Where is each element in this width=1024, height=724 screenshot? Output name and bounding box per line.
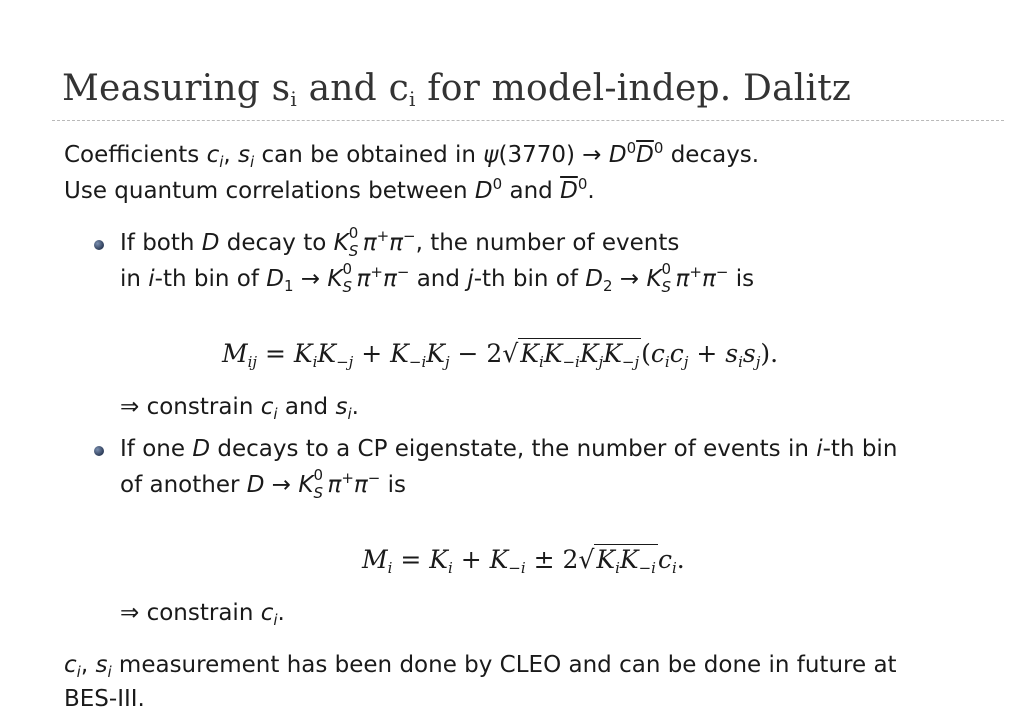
bullet-1-line-1: If both D decay to K 0 S π+π−, the number of events (120, 224, 680, 260)
intro-line-1: Coefficients $c_i$, $s_i$ can be obtained in $\psi(3770) \to D^0\overline{D}^0$ decays. (64, 139, 760, 171)
implies-line-2: ⇒ constrain $c_i$. (120, 600, 285, 629)
title-divider (52, 120, 1004, 121)
slide-title: Measuring $s_i$ and $c_i$ for model-indep. Dalitz (62, 68, 852, 111)
footer-line-1: $c_i$, $s_i$ measurement has been done by CLEO and can be done in future at (64, 652, 897, 681)
bullet-2-line-1: If one D decays to a CP eigenstate, the number of events in i-th bin (120, 436, 898, 462)
footer-line-2: BES-III. (64, 686, 145, 712)
equation-mij: $M_{ij} = K_iK_{-j} + K_{-i}K_j - 2√K_iK_{-i}K_jK_{-j}(c_ic_j + s_is_j)$. (222, 339, 779, 371)
bullet-dot-1 (94, 240, 104, 250)
equation-mi: $M_i = K_i + K_{-i} \pm 2√K_iK_{-i}c_i$. (362, 545, 685, 577)
implies-line-1: ⇒ constrain $c_i$ and $s_i$. (120, 394, 359, 423)
bullet-dot-2 (94, 446, 104, 456)
bullet-1-line-2: in i-th bin of $D_1 \to K$ 0 S π+π− and j-th bin of $D_2 \to K$ 0 S π+π− is (120, 260, 755, 296)
bullet-2-line-2: of another D → K 0 S π+π− is (120, 466, 407, 502)
intro-line-2: Use quantum correlations between $D^0$ and $\overline{D}^0$. (64, 175, 595, 204)
